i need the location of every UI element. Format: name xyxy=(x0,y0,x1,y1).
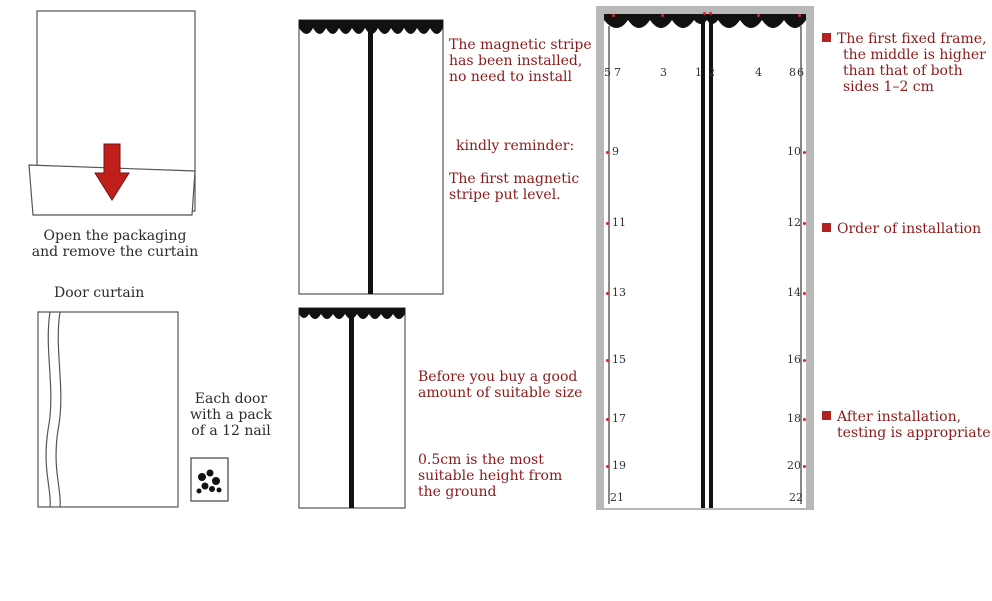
folded-curtain-illustration xyxy=(36,310,181,510)
legend-line: the middle is higher xyxy=(843,47,986,63)
note-line: 0.5cm is the most xyxy=(418,452,544,468)
open-package-caption xyxy=(20,228,210,260)
nail-number: 22 xyxy=(789,491,803,504)
door-frame-illustration xyxy=(596,6,814,510)
nail-pack-icon xyxy=(190,457,230,503)
legend-line: than that of both xyxy=(843,63,963,79)
nail-number: 6 xyxy=(797,66,804,79)
note-line: of a 12 nail xyxy=(191,423,271,439)
package-illustration xyxy=(20,8,210,223)
legend-line: testing is appropriate xyxy=(837,425,991,441)
caption-line: Open the packaging xyxy=(43,228,187,244)
door-curtain-title: Door curtain xyxy=(54,285,145,301)
nail-number: 3 xyxy=(660,66,667,79)
size-note xyxy=(418,369,582,401)
nail-dot xyxy=(606,359,609,362)
frame-edge xyxy=(608,26,610,504)
nail-number: 21 xyxy=(610,491,624,504)
note-line: the ground xyxy=(418,484,497,500)
nail-number: 10 xyxy=(787,145,801,158)
caption-line: and remove the curtain xyxy=(31,244,199,260)
note-line: amount of suitable size xyxy=(418,385,583,401)
curtain-illustration-bottom xyxy=(297,306,407,510)
nail-dot xyxy=(703,12,706,15)
nail-number: 9 xyxy=(612,145,619,158)
nail-number: 2 xyxy=(708,66,715,79)
magnetic-seam xyxy=(701,20,705,508)
magnetic-stripe xyxy=(368,28,373,294)
nail-number: 17 xyxy=(612,412,626,425)
nail-dot xyxy=(803,359,806,362)
nail-number: 12 xyxy=(787,216,801,229)
note-line: stripe put level. xyxy=(449,187,561,203)
note-line: with a pack xyxy=(190,407,272,423)
nail-number: 13 xyxy=(612,286,626,299)
installed-note xyxy=(449,37,592,85)
nail-dot xyxy=(606,418,609,421)
nail-number: 14 xyxy=(787,286,801,299)
legend-line: After installation, xyxy=(837,409,962,425)
curtain-illustration-top xyxy=(297,18,445,296)
bullet-square-icon xyxy=(822,33,831,42)
note-line: Each door xyxy=(194,391,268,407)
nail-number: 15 xyxy=(612,353,626,366)
note-line: The magnetic stripe xyxy=(449,37,592,53)
nail-number: 1 xyxy=(695,66,702,79)
nail-dot xyxy=(612,14,615,17)
note-line: The first magnetic xyxy=(449,171,580,187)
nail-dot xyxy=(606,292,609,295)
nail-number: 5 xyxy=(604,66,611,79)
level-note xyxy=(449,171,579,203)
nail-dot xyxy=(798,14,801,17)
magnetic-stripe xyxy=(349,314,354,508)
nail-number: 16 xyxy=(787,353,801,366)
nail-dot xyxy=(803,418,806,421)
nail-number: 8 xyxy=(789,66,796,79)
nail-dot xyxy=(803,151,806,154)
nail-number: 18 xyxy=(787,412,801,425)
note-line: no need to install xyxy=(449,69,573,85)
nail-dot xyxy=(606,222,609,225)
note-line: Before you buy a good xyxy=(418,369,578,385)
nail-dot xyxy=(803,222,806,225)
nail-dot xyxy=(606,151,609,154)
nail-pack-note xyxy=(186,391,276,439)
note-line: suitable height from xyxy=(418,468,563,484)
bullet-square-icon xyxy=(822,223,831,232)
frame-edge xyxy=(800,26,802,504)
legend-after xyxy=(822,409,991,441)
nail-dot xyxy=(757,14,760,17)
note-line: has been installed, xyxy=(449,53,583,69)
nail-dot xyxy=(661,14,664,17)
nail-dot xyxy=(709,12,712,15)
kindly-reminder: kindly reminder: xyxy=(456,138,575,154)
nail-dot xyxy=(803,292,806,295)
legend-line: The first fixed frame, xyxy=(837,31,987,47)
nail-number: 20 xyxy=(787,459,801,472)
nail-number: 19 xyxy=(612,459,626,472)
magnetic-seam xyxy=(709,20,713,508)
nail-dot xyxy=(803,465,806,468)
legend-line: Order of installation xyxy=(837,221,982,237)
nail-number: 7 xyxy=(614,66,621,79)
legend-line: sides 1–2 cm xyxy=(843,79,934,95)
nail-dot xyxy=(606,465,609,468)
bullet-square-icon xyxy=(822,411,831,420)
height-note xyxy=(418,452,562,500)
legend-first-frame xyxy=(822,31,987,95)
legend-order xyxy=(822,221,981,237)
nail-number: 4 xyxy=(755,66,762,79)
nail-number: 11 xyxy=(612,216,626,229)
